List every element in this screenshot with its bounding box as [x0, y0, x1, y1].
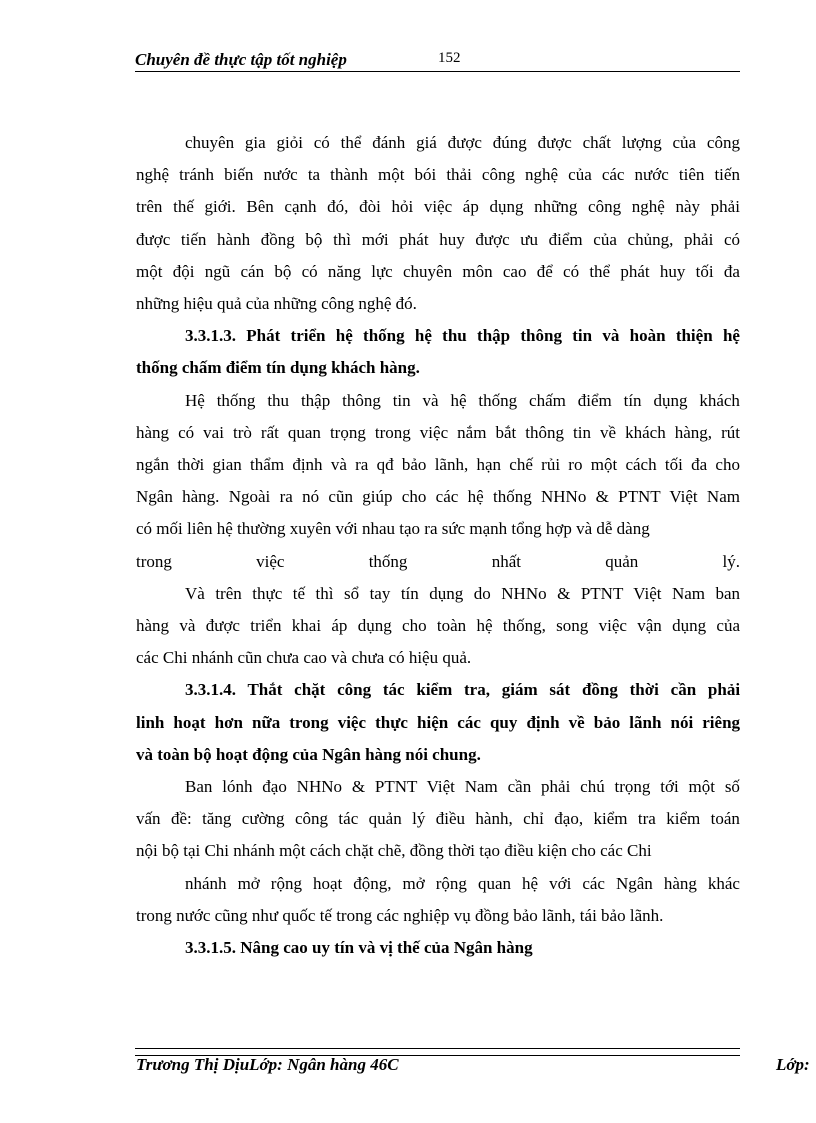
- body-line: Hệ thống thu thập thông tin và hệ thống chấm điểm tín dụng khách: [185, 390, 740, 410]
- section-heading: linh hoạt hơn nữa trong việc thực hiện các quy định về bảo lãnh nói riêng: [136, 712, 741, 732]
- body-line: một đội ngũ cán bộ có năng lực chuyên môn cao để có thể phát huy tối đa: [136, 261, 740, 281]
- page-header: [135, 47, 740, 71]
- body-line: nội bộ tại Chi nhánh một cách chặt chẽ, đồng thời tạo điều kiện cho các Chi: [136, 841, 652, 861]
- footer-class: Lớp:: [776, 1055, 810, 1074]
- body-line: ngắn thời gian thẩm định và ra qđ bảo lãnh, hạn chế rủi ro một cách tối đa cho: [136, 455, 740, 475]
- body-line: hàng và được triển khai áp dụng cho toàn hệ thống, song việc vận dụng của: [136, 616, 741, 636]
- body-line: nhánh mở rộng hoạt động, mở rộng quan hệ với các Ngân hàng khác: [185, 873, 740, 893]
- body-line: trong nước cũng như quốc tế trong các nghiệp vụ đồng bảo lãnh, tái bảo lãnh.: [136, 905, 664, 925]
- body-line: có mối liên hệ thường xuyên với nhau tạo ra sức mạnh tổng hợp và dễ dàng: [136, 519, 650, 539]
- header-rule: [135, 71, 740, 72]
- section-heading: 3.3.1.3. Phát triển hệ thống hệ thu thập thông tin và hoàn thiện hệ: [185, 326, 740, 346]
- body-line: hàng có vai trò rất quan trọng trong việc nắm bắt thông tin về khách hàng, rút: [136, 422, 740, 442]
- section-heading: và toàn bộ hoạt động của Ngân hàng nói chung.: [136, 744, 481, 764]
- body-line: chuyên gia giỏi có thể đánh giá được đúng được chất lượng của công: [185, 133, 740, 152]
- body-line: nghệ tránh biến nước ta thành một bói thải công nghệ của các nước tiên tiến: [136, 165, 740, 185]
- footer-author: Trương Thị DịuLớp: Ngân hàng 46C: [136, 1055, 399, 1074]
- body-line: Và trên thực tế thì sổ tay tín dụng do NHNo & PTNT Việt Nam ban: [185, 583, 741, 603]
- section-heading: 3.3.1.4. Thắt chặt công tác kiểm tra, giám sát đồng thời cần phải: [185, 680, 741, 700]
- body-line: vấn đề: tăng cường công tác quản lý điều hành, chỉ đạo, kiểm tra kiểm toán: [136, 809, 740, 829]
- body-line: trên thế giới. Bên cạnh đó, đòi hỏi việc áp dụng những công nghệ này phải: [136, 197, 740, 217]
- body-line: những hiệu quả của những công nghệ đó.: [136, 294, 417, 314]
- section-heading: 3.3.1.5. Nâng cao uy tín và vị thế của Ngân hàng: [185, 938, 533, 958]
- header-title: Chuyên đề thực tập tốt nghiệp: [135, 50, 347, 69]
- body-line-justified: trong việc thống nhất quản lý.: [136, 551, 740, 571]
- body-line: các Chi nhánh cũn chưa cao và chưa có hiệu quả.: [136, 648, 472, 668]
- document-body: [136, 127, 740, 964]
- page-number: 152: [438, 50, 461, 66]
- body-line: Ngân hàng. Ngoài ra nó cũn giúp cho các hệ thống NHNo & PTNT Việt Nam: [136, 487, 740, 507]
- section-heading: thống chấm điểm tín dụng khách hàng.: [136, 358, 420, 378]
- body-line: Ban lónh đạo NHNo & PTNT Việt Nam cần phải chú trọng tới một số: [185, 777, 740, 797]
- body-line: được tiến hành đồng bộ thì mới phát huy được ưu điểm của chủng, phải có: [136, 229, 740, 249]
